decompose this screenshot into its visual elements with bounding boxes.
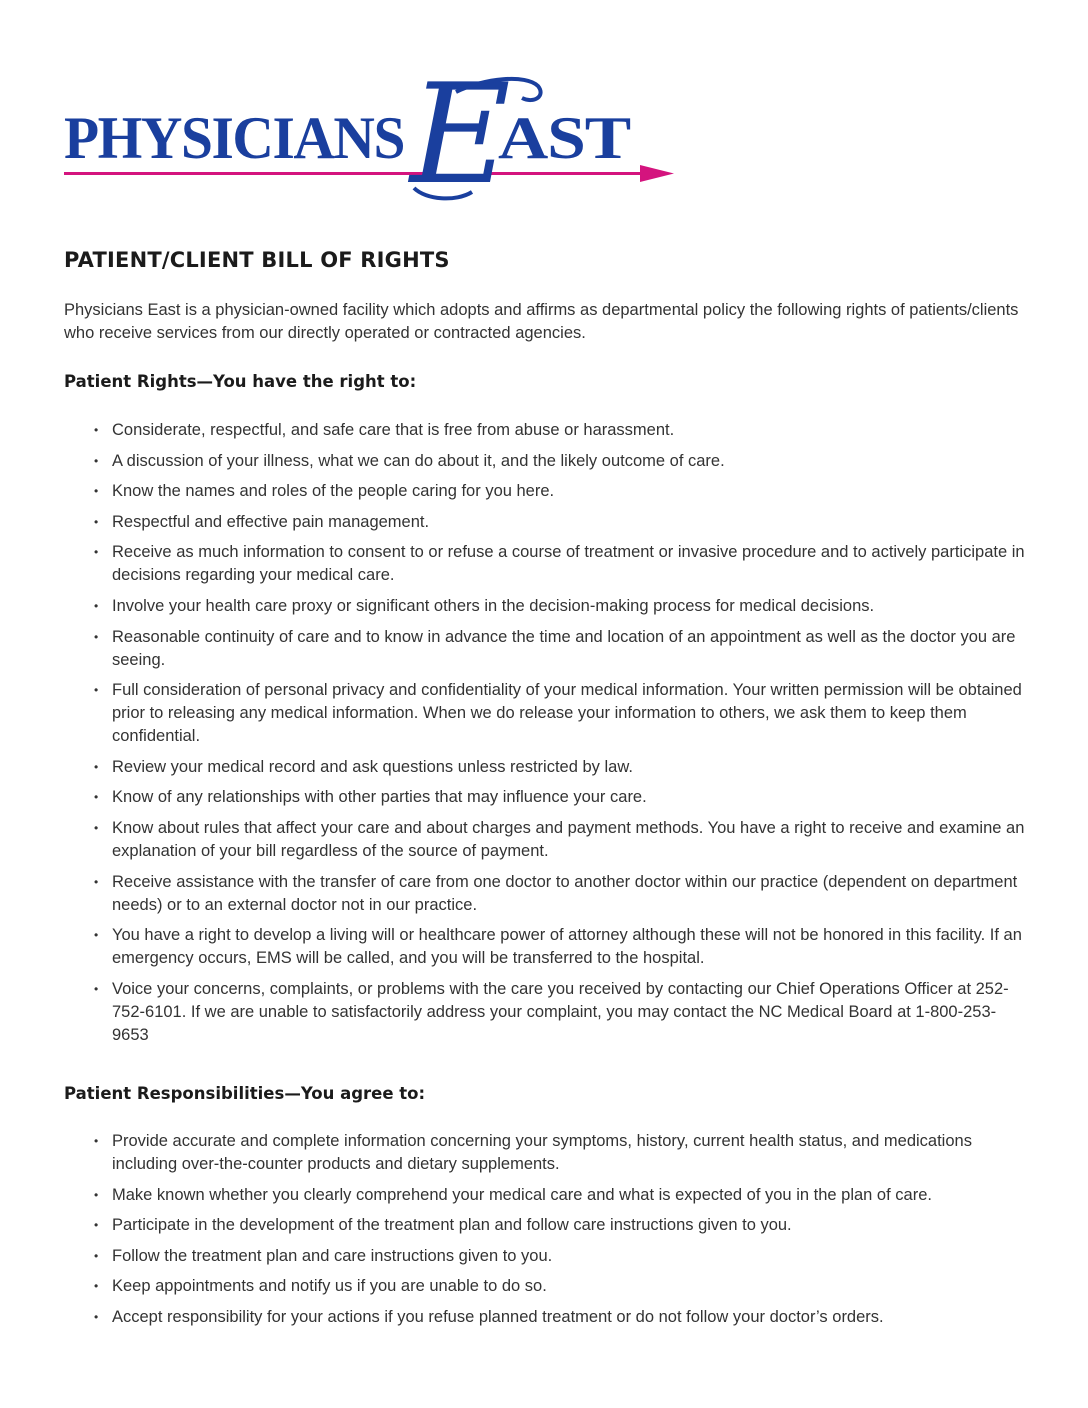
list-item: • Respectful and effective pain management.: [0, 511, 1030, 534]
list-item: • Receive as much information to consent to or refuse a course of treatment or invasive procedure and to actively participate in decisions regarding your medical care.: [94, 543, 1025, 585]
physicians-east-logo: [64, 74, 676, 206]
bullet-icon: •: [94, 874, 99, 889]
list-item: • Know the names and roles of the people caring for you here.: [0, 480, 1030, 503]
bullet-icon: •: [94, 820, 99, 835]
bullet-icon: •: [94, 981, 99, 996]
bullet-icon: •: [94, 1218, 99, 1233]
list-item: • Know of any relationships with other parties that may influence your care.: [0, 786, 1030, 809]
bullet-icon: •: [94, 598, 99, 613]
list-item: • Keep appointments and notify us if you are unable to do so.: [0, 1275, 1030, 1298]
patient-responsibilities-heading: Patient Responsibilities—You agree to:: [64, 1084, 426, 1103]
bullet-icon: •: [94, 453, 99, 468]
patient-rights-heading: Patient Rights—You have the right to:: [64, 372, 417, 391]
bullet-icon: •: [94, 928, 99, 943]
list-item: • Voice your concerns, complaints, or problems with the care you received by contacting our Chief Operations Officer at 252-752-6101. If we are unable to satisfactorily address your complaint, you may contact the NC Medical Board at 1-800-253-9653: [94, 979, 1009, 1044]
list-item: • Full consideration of personal privacy and confidentiality of your medical information. Your written permission will be obtained prior to releasing any medical information. When we do release your information to others, we ask them to keep them confidential.: [94, 681, 1022, 746]
list-item: • Know about rules that affect your care and about charges and payment methods. You have a right to receive and examine an explanation of your bill regardless of the source of payment.: [94, 818, 1025, 860]
patient-rights-list: [0, 419, 1040, 1054]
bullet-icon: •: [94, 1279, 99, 1294]
bullet-icon: •: [94, 629, 99, 644]
list-item: • Accept responsibility for your actions if you refuse planned treatment or do not follow your doctor’s orders.: [0, 1306, 1030, 1329]
bullet-icon: •: [94, 545, 99, 560]
svg-text:E: E: [410, 74, 511, 206]
list-item: • A discussion of your illness, what we can do about it, and the likely outcome of care.: [0, 450, 1030, 473]
list-item: • Review your medical record and ask questions unless restricted by law.: [0, 756, 1030, 779]
bullet-icon: •: [94, 1248, 99, 1263]
list-item: • You have a right to develop a living will or healthcare power of attorney although these will not be honored in this facility. If an emergency occurs, EMS will be called, and you will be transferred to the hospital.: [94, 926, 1022, 968]
patient-responsibilities-list: [0, 1130, 1040, 1337]
list-item: • Receive assistance with the transfer of care from one doctor to another doctor within our practice (dependent on department needs) or to an external doctor not in our practice.: [94, 872, 1018, 914]
bullet-icon: •: [94, 1309, 99, 1324]
list-item: • Make known whether you clearly comprehend your medical care and what is expected of you in the plan of care.: [0, 1184, 1030, 1207]
list-item: • Participate in the development of the treatment plan and follow care instructions given to you.: [0, 1214, 1030, 1237]
bullet-icon: •: [94, 1187, 99, 1202]
bullet-icon: •: [94, 1134, 99, 1148]
bullet-icon: •: [94, 683, 99, 698]
list-item: • Follow the treatment plan and care instructions given to you.: [0, 1245, 1030, 1268]
svg-text:PHYSICIANS: PHYSICIANS: [64, 105, 404, 171]
list-item: • Reasonable continuity of care and to know in advance the time and location of an appointment as well as the doctor you are seeing.: [94, 627, 1016, 669]
bullet-icon: •: [94, 484, 99, 499]
list-item: • Provide accurate and complete information concerning your symptoms, history, current health status, and medications including over-the-counter products and dietary supplements.: [94, 1132, 972, 1173]
page-title: PATIENT/CLIENT BILL OF RIGHTS: [64, 248, 450, 272]
list-item: • Considerate, respectful, and safe care that is free from abuse or harassment.: [0, 419, 1030, 442]
bullet-icon: •: [94, 790, 99, 805]
bullet-icon: •: [94, 514, 99, 529]
bullet-icon: •: [94, 759, 99, 774]
intro-paragraph: Physicians East is a physician-owned facility which adopts and affirms as departmental policy the following rights of patients/clients who receive services from our directly operated or contracted agencies.: [64, 301, 1019, 342]
svg-text:AST: AST: [498, 105, 632, 171]
bullet-icon: •: [94, 423, 99, 437]
list-item: • Involve your health care proxy or significant others in the decision-making process for medical decisions.: [0, 595, 1030, 618]
